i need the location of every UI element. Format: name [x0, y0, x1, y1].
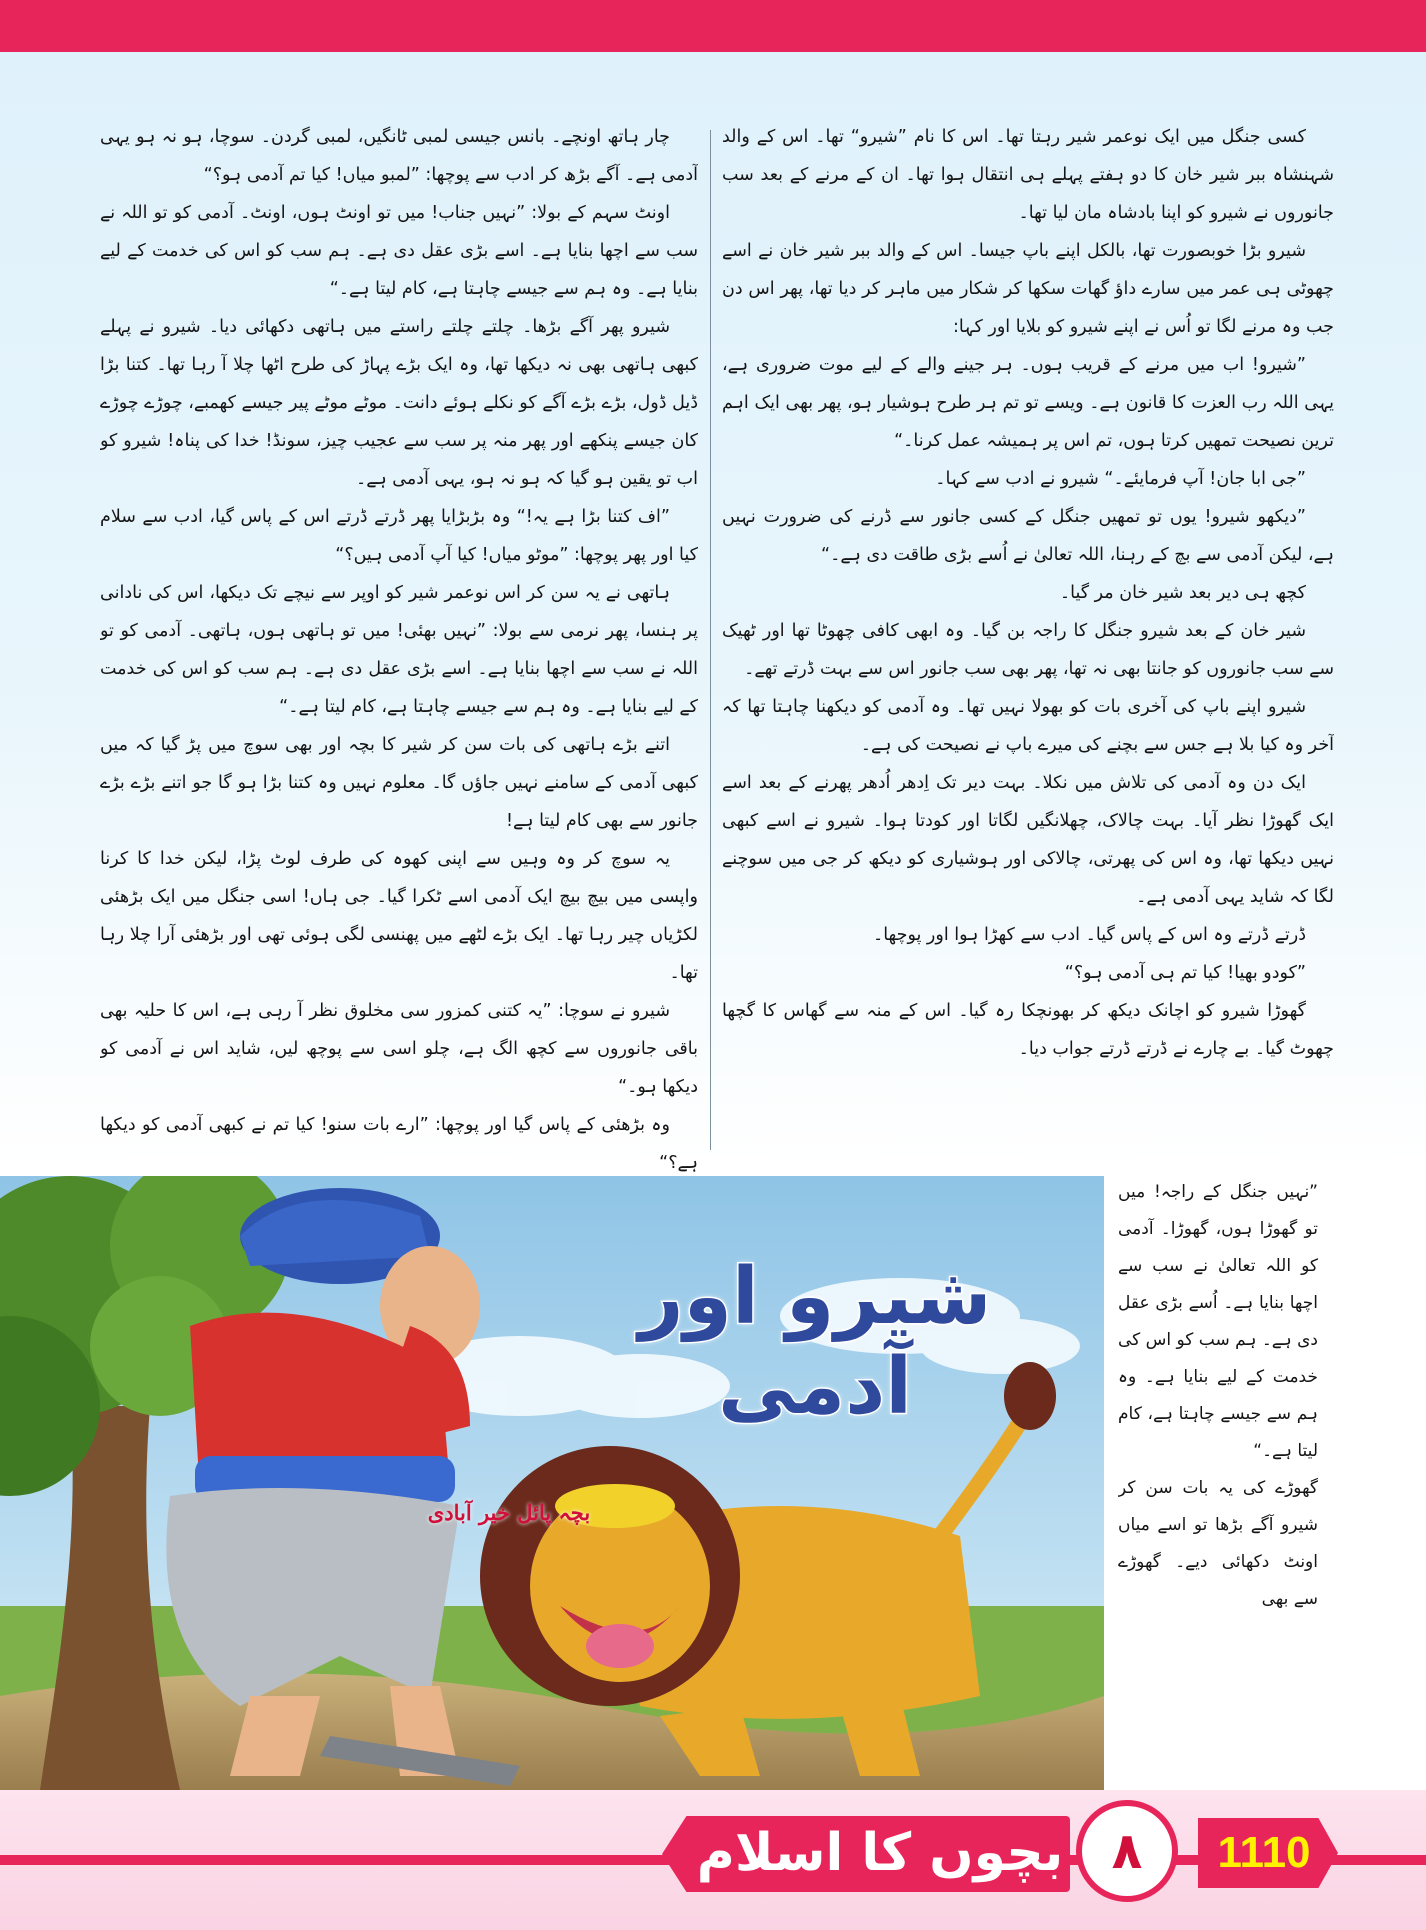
issue-number: 1110 [1217, 1828, 1311, 1877]
paragraph: کسی جنگل میں ایک نوعمر شیر رہتا تھا۔ اس کا نام ”شیرو“ تھا۔ اس کے والد شہنشاہ ببر شیر خان کا دو ہفتے پہلے ہی انتقال ہوا تھا۔ ان کے مرنے کے بعد سب جانوروں نے شیرو کو اپنا بادشاہ مان لیا تھا۔ [722, 127, 1334, 223]
paragraph: وہ بڑھئی کے پاس گیا اور پوچھا: ”ارے بات سنو! کیا تم نے کبھی آدمی کو دیکھا ہے؟“ [100, 1115, 698, 1173]
paragraph: یہ سوچ کر وہ وہیں سے اپنی کھوہ کی طرف لوٹ پڑا، لیکن خدا کا کرنا واپسی میں بیچ بیچ ایک آدمی اسے ٹکرا گیا۔ جی ہاں! اسی جنگل میں ایک بڑھئی لکڑیاں چیر رہا تھا۔ ایک بڑے لٹھے میں پھنسی لگی ہوئی تھی اور بڑھئی آرا چلا رہا تھا۔ [100, 849, 698, 983]
story-column-right [722, 118, 1334, 1168]
author-name: بچہ پائل خیر آبادی [427, 1500, 591, 1525]
paragraph: ایک دن وہ آدمی کی تلاش میں نکلا۔ بہت دیر تک اِدھر اُدھر پھرنے کے بعد اسے ایک گھوڑا نظر آیا۔ بہت چالاک، چھلانگیں لگاتا اور کودتا ہوا۔ شیرو نے اسے کبھی نہیں دیکھا تھا، وہ اس کی پھرتی، چالاکی اور ہوشیاری کو دیکھ کر جی میں سوچنے لگا کہ شاید یہی آدمی ہے۔ [722, 773, 1334, 907]
story-title: شیرو اور آدمی [638, 1252, 992, 1432]
paragraph: ”دیکھو شیرو! یوں تو تمھیں جنگل کے کسی جانور سے ڈرنے کی ضرورت نہیں ہے، لیکن آدمی سے بچ کے رہنا، اللہ تعالیٰ نے اُسے بڑی طاقت دی ہے۔“ [722, 507, 1334, 565]
paragraph: ”شیرو! اب میں مرنے کے قریب ہوں۔ ہر جینے والے کے لیے موت ضروری ہے، یہی اللہ رب العزت کا قانون ہے۔ ویسے تو تم ہر طرح ہوشیار ہو، پھر بھی ایک اہم ترین نصیحت تمھیں کرتا ہوں، تم اس پر ہمیشہ عمل کرنا۔“ [722, 355, 1334, 451]
column-divider [710, 130, 711, 1150]
story-column-narrow [1118, 1174, 1318, 1734]
paragraph: شیر خان کے بعد شیرو جنگل کا راجہ بن گیا۔ وہ ابھی کافی چھوٹا تھا اور ٹھیک سے سب جانوروں کو جانتا بھی نہ تھا، پھر بھی سب جانور اس سے بہت ڈرتے تھے۔ [722, 621, 1334, 679]
top-color-bar [0, 0, 1426, 52]
page-number: ۸ [1076, 1800, 1178, 1902]
paragraph: ڈرتے ڈرتے وہ اس کے پاس گیا۔ ادب سے کھڑا ہوا اور پوچھا۔ [872, 925, 1306, 945]
paragraph: اونٹ سہم کے بولا: ”نہیں جناب! میں تو اونٹ ہوں، اونٹ۔ آدمی کو تو اللہ نے سب سے اچھا بنایا ہے۔ اسے بڑی عقل دی ہے۔ ہم سب کو اس کی خدمت کے لیے بنایا ہے۔ وہ ہم سے جیسے چاہتا ہے، کام لیتا ہے۔“ [100, 203, 698, 299]
paragraph: ”اف کتنا بڑا ہے یہ!“ وہ بڑبڑایا پھر ڈرتے ڈرتے اس کے پاس گیا، ادب سے سلام کیا اور پھر پوچھا: ”موٹو میاں! کیا آپ آدمی ہیں؟“ [100, 507, 698, 565]
paragraph: چار ہاتھ اونچے۔ بانس جیسی لمبی ٹانگیں، لمبی گردن۔ سوچا، ہو نہ ہو یہی آدمی ہے۔ آگے بڑھ کر ادب سے پوچھا: ”لمبو میاں! کیا تم آدمی ہو؟“ [100, 127, 698, 185]
story-column-left [100, 118, 698, 1180]
paragraph: شیرو بڑا خوبصورت تھا، بالکل اپنے باپ جیسا۔ اس کے والد ببر شیر خان نے اسے چھوٹی ہی عمر میں سارے داؤ گھات سکھا کر شکار میں ماہر کر دیا تھا، پھر اس دن جب وہ مرنے لگا تو اُس نے اپنے شیرو کو بلایا اور کہا: [722, 241, 1334, 337]
paragraph: شیرو نے سوچا: ”یہ کتنی کمزور سی مخلوق نظر آ رہی ہے، اس کا حلیہ بھی باقی جانوروں سے کچھ الگ ہے، چلو اسی سے پوچھ لیں، شاید اس نے آدمی کو دیکھا ہو۔“ [100, 1001, 698, 1097]
magazine-title: بچوں کا اسلام [696, 1823, 1064, 1883]
paragraph: گھوڑا شیرو کو اچانک دیکھ کر بھونچکا رہ گیا۔ اس کے منہ سے گھاس کا گچھا چھوٹ گیا۔ بے چارے نے ڈرتے ڈرتے جواب دیا۔ [722, 1001, 1334, 1059]
paragraph: ”نہیں جنگل کے راجہ! میں تو گھوڑا ہوں، گھوڑا۔ آدمی کو اللہ تعالیٰ نے سب سے اچھا بنایا ہے۔ اُسے بڑی عقل دی ہے۔ ہم سب کو اس کی خدمت کے لیے بنایا ہے۔ وہ ہم سے جیسے چاہتا ہے، کام لیتا ہے۔“ [1118, 1182, 1318, 1461]
paragraph: اتنے بڑے ہاتھی کی بات سن کر شیر کا بچہ اور بھی سوچ میں پڑ گیا کہ میں کبھی آدمی کے سامنے نہیں جاؤں گا۔ معلوم نہیں وہ کتنا بڑا ہو گا جو اتنے بڑے بڑے جانور سے بھی کام لیتا ہے! [100, 735, 698, 831]
paragraph: ہاتھی نے یہ سن کر اس نوعمر شیر کو اوپر سے نیچے تک دیکھا، اس کی نادانی پر ہنسا، پھر نرمی سے بولا: ”نہیں بھئی! میں تو ہاتھی ہوں، ہاتھی۔ آدمی کو تو اللہ نے سب سے اچھا بنایا ہے۔ اسے بڑی عقل دی ہے۔ ہم سب کو اس کی خدمت کے لیے بنایا ہے۔ وہ ہم سے جیسے چاہتا ہے، کام لیتا ہے۔“ [100, 583, 698, 717]
paragraph: ”جی ابا جان! آپ فرمایئے۔“ شیرو نے ادب سے کہا۔ [935, 469, 1306, 489]
paragraph: ”کودو بھیا! کیا تم ہی آدمی ہو؟“ [1064, 963, 1306, 983]
paragraph: گھوڑے کی یہ بات سن کر شیرو آگے بڑھا تو اسے میاں اونٹ دکھائی دیے۔ گھوڑے سے بھی [1118, 1478, 1318, 1609]
paragraph: شیرو اپنے باپ کی آخری بات کو بھولا نہیں تھا۔ وہ آدمی کو دیکھنا چاہتا تھا کہ آخر وہ کیا بلا ہے جس سے بچنے کی میرے باپ نے نصیحت کی ہے۔ [722, 697, 1334, 755]
paragraph: کچھ ہی دیر بعد شیر خان مر گیا۔ [1059, 583, 1306, 603]
paragraph: شیرو پھر آگے بڑھا۔ چلتے چلتے راستے میں ہاتھی دکھائی دیا۔ شیرو نے پہلے کبھی ہاتھی بھی نہ دیکھا تھا، وہ ایک بڑے پہاڑ کی طرح اٹھا چلا آ رہا تھا۔ کتنا بڑا ڈیل ڈول، بڑے بڑے آگے کو نکلے ہوئے دانت۔ موٹے موٹے پیر جیسے کھمبے، چوڑے چوڑے کان جیسے پنکھے اور پھر منہ پر سب سے عجیب چیز، سونڈ! خدا کی پناہ! شیرو کو اب تو یقین ہو گیا کہ ہو نہ ہو، یہی آدمی ہے۔ [100, 317, 698, 489]
